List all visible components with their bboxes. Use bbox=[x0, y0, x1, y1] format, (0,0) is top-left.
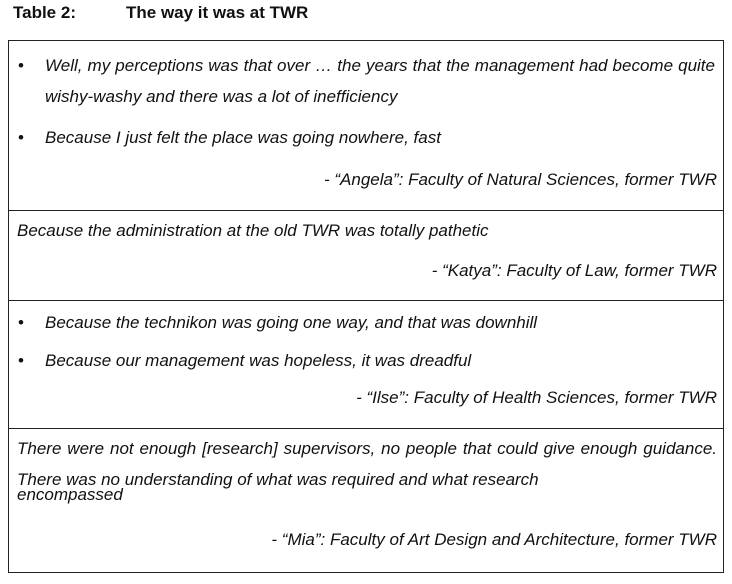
quote-bullet: • Well, my perceptions was that over … the years that the management had become quite wishy-washy and there was a lot of inefficiency bbox=[45, 50, 715, 112]
quote-attribution: - “Katya”: Faculty of Law, former TWR bbox=[431, 261, 717, 280]
quote-text-continued: encompassed bbox=[17, 485, 123, 504]
quotes-table bbox=[8, 40, 724, 573]
quote-attribution: - “Ilse”: Faculty of Health Sciences, former TWR bbox=[356, 388, 717, 407]
table-row bbox=[9, 301, 723, 429]
quote-bullet: • Because the technikon was going one way, and that was downhill bbox=[45, 307, 537, 338]
quote-text: There were not enough [research] supervisors, no people that could give enough guidance. There was no understanding of what was required and what research bbox=[17, 439, 717, 489]
table-row bbox=[9, 429, 723, 573]
quote-bullet: • Because our management was hopeless, it was dreadful bbox=[45, 345, 471, 376]
quote-bullet: • Because I just felt the place was going nowhere, fast bbox=[45, 122, 441, 153]
table-row bbox=[9, 211, 723, 301]
table-number: Table 2: bbox=[13, 3, 76, 22]
table-title: The way it was at TWR bbox=[126, 3, 309, 22]
table-caption bbox=[13, 3, 308, 23]
quote-text: Because the administration at the old TWR was totally pathetic bbox=[17, 221, 489, 240]
table-row bbox=[9, 41, 723, 211]
quote-attribution: - “Angela”: Faculty of Natural Sciences, former TWR bbox=[323, 170, 717, 189]
quote-attribution: - “Mia”: Faculty of Art Design and Architecture, former TWR bbox=[271, 530, 717, 549]
